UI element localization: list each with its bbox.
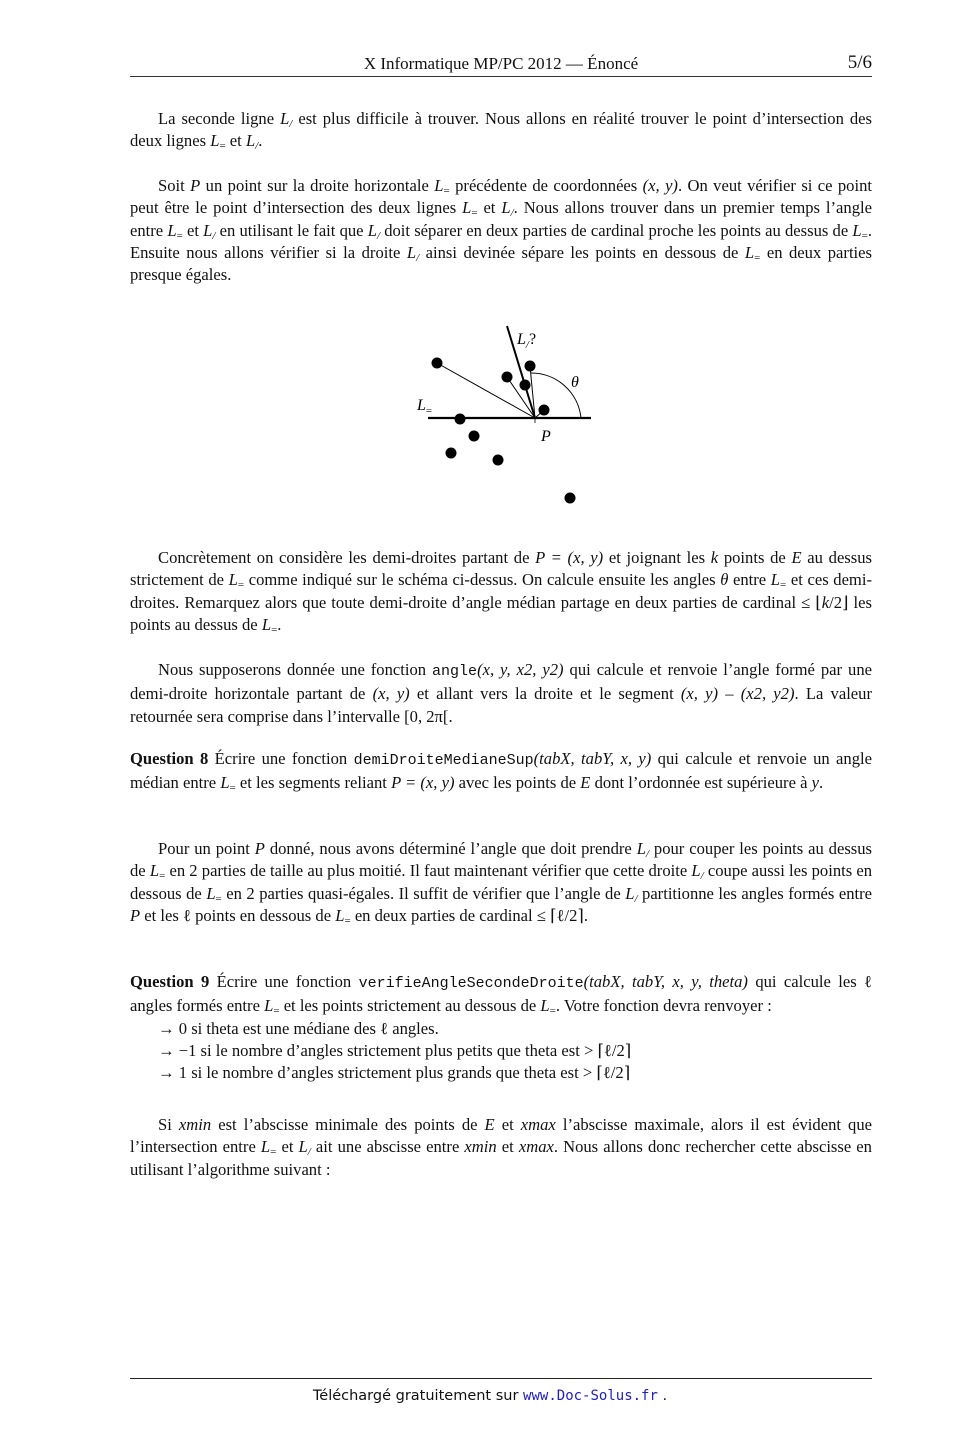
question-8: Question 8 Écrire une fonction demiDroiteMedianeSup(tabX, tabY, x, y) qui calcule et renvoie un angle médian entre $L_=$ et les segments reliant P = (x, y) avec les points de E dont l’ordonnée est supérieure à y. [130, 749, 872, 795]
symbol-L-slash: $L_/$ [280, 109, 293, 130]
footer: Téléchargé gratuitement sur www.Doc-Solus.fr . [312, 1388, 668, 1404]
label-L-eq: $L_=$ [417, 397, 433, 417]
list-item: → 0 si theta est une médiane des ℓ angles. [158, 1018, 439, 1038]
footer-divider [130, 1378, 872, 1379]
paragraph-4: Nous supposerons donnée une fonction angle(x, y, x2, y2) qui calcule et renvoie l’angle formé par une demi-droite horizontale partant de (x, y) et allant vers la droite et le segment (x, y) – (x2, y2). La valeur retournée sera comprise dans l’intervalle [0, 2π[. [130, 660, 872, 726]
symbol-P: P [190, 176, 201, 195]
point-above [539, 405, 550, 416]
symbol-L-slash: $L_/$ [245, 131, 259, 153]
figure-angle-diagram [400, 315, 600, 515]
paragraph-3: Concrètement on considère les demi-droites partant de P = (x, y) et joignant les k points de E au dessus strictement de $L_=$ comme indiqué sur le schéma ci-dessus. On calcule ensuite les angles θ entre $L_=$ et ces demi-droites. Remarquez alors que toute demi-droite d’angle médian partage en deux parties de cardinal ≤ ⌊k/2⌋ les points au dessus de $L_=$. [130, 548, 872, 636]
function-name-demiDroiteMedianeSup: demiDroiteMedianeSup [353, 752, 534, 769]
point-below [565, 493, 576, 504]
point-below [446, 448, 457, 459]
point-below [493, 455, 504, 466]
question-9-label: Question 9 [130, 972, 210, 991]
point-above [432, 358, 443, 369]
question-9: Question 9 Écrire une fonction verifieAngleSecondeDroite(tabX, tabY, x, y, theta) qui calcule les ℓ angles formés entre $L_=$ et les points strictement au dessous de $L_=$. Votre fonction devra renvoyer : → 0 si theta est une médiane des ℓ angles. → −1 si le nombre d’angles strictement plus petits que theta est > ⌈ℓ/2⌉ → 1 si le nombre d’angles strictement plus grands que theta est > ⌈ℓ/2⌉ [130, 971, 872, 1084]
paragraph-1: La seconde ligne $L_/$ est plus difficile à trouver. Nous allons en réalité trouver le point d’intersection des deux lignes $L_=$ et $L_/$. [130, 109, 872, 153]
list-item: → −1 si le nombre d’angles strictement plus petits que theta est > ⌈ℓ/2⌉ [158, 1040, 632, 1060]
symbol-L-eq: $L_=$ [210, 131, 226, 153]
list-item: → 1 si le nombre d’angles strictement plus grands que theta est > ⌈ℓ/2⌉ [158, 1063, 631, 1083]
header-title: X Informatique MP/PC 2012 — Énoncé [363, 54, 639, 73]
page-header [130, 52, 872, 77]
label-theta: θ [571, 374, 579, 391]
point-below [469, 431, 480, 442]
doc-solus-link[interactable]: www.Doc-Solus.fr [523, 1388, 658, 1404]
label-P: P [541, 428, 551, 445]
paragraph-5: Pour un point P donné, nous avons déterminé l’angle que doit prendre $L_/$ pour couper les points au dessus de $L_=$ en 2 parties de taille au plus moitié. Il faut maintenant vérifier que cette droite $L_/$ coupe aussi les points en dessous de $L_=$ en 2 parties quasi-égales. Il suffit de vérifier que l’angle de $L_/$ partitionne les angles formés entre P et les ℓ points en dessous de $L_=$ en deux parties de cardinal ≤ ⌈ℓ/2⌉. [130, 839, 873, 927]
question-8-label: Question 8 [130, 749, 209, 768]
paragraph-6: Si xmin est l’abscisse minimale des points de E et xmax l’abscisse maximale, alors il est évident que l’intersection entre $L_=$ et $L_/$ ait une abscisse entre xmin et xmax. Nous allons donc rechercher cette abscisse en utilisant l’algorithme suivant : [130, 1115, 872, 1179]
point-above [502, 372, 513, 383]
function-name-angle: angle [432, 663, 478, 680]
point-above [520, 380, 531, 391]
label-L-slash: $L_/$? [517, 331, 537, 351]
point-above [525, 361, 536, 372]
function-name-verifieAngleSecondeDroite: verifieAngleSecondeDroite [358, 975, 584, 992]
return-values-list [130, 1018, 872, 1085]
page-number: 5/6 [847, 52, 872, 73]
point-on-line [455, 414, 466, 425]
paragraph-2: Soit P un point sur la droite horizontale $L_=$ précédente de coordonnées (x, y). On veut vérifier si ce point peut être le point d’intersection des deux lignes $L_=$ et $L_/$. Nous allons trouver dans un premier temps l’angle entre $L_=$ et $L_/$ en utilisant le fait que $L_/$ doit séparer en deux parties de cardinal proche les points au dessus de $L_=$. Ensuite nous allons vérifier si la droite $L_/$ ainsi devinée sépare les points en dessous de $L_=$ en deux parties presque égales. [130, 176, 872, 285]
